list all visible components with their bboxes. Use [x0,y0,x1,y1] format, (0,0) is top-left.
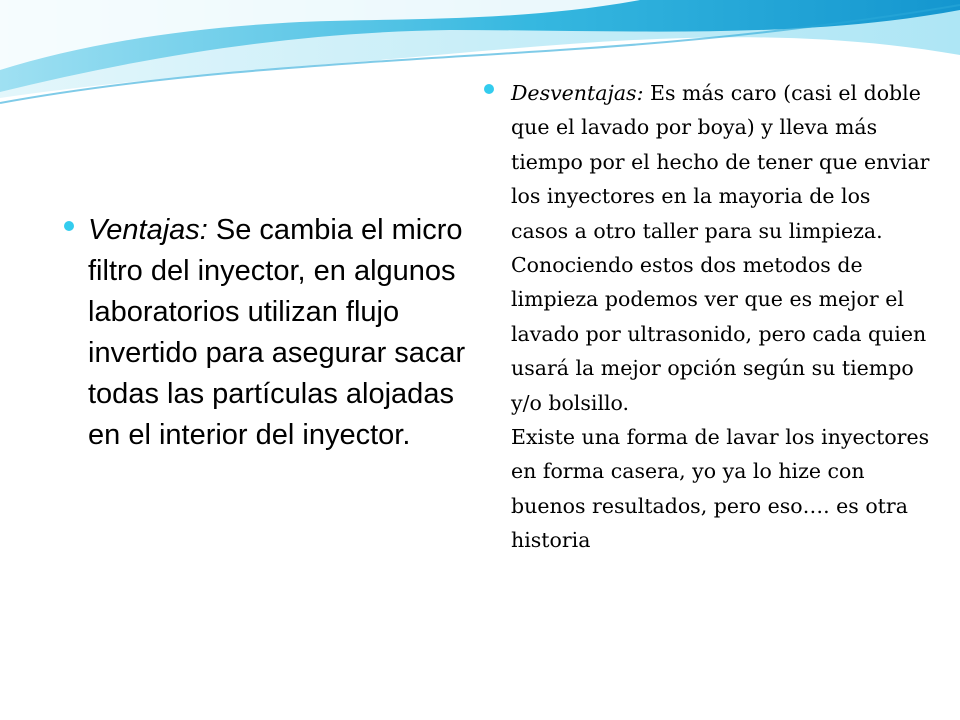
ventajas-paragraph [88,210,468,456]
bullet-marker-ventajas [64,221,74,231]
desventajas-text: Es más caro (casi el doble que el lavado por boya) y lleva más tiempo por el hecho de tener que enviar los inyectores en la mayoria de los casos a otro taller para su limpieza. [511,81,930,243]
conclusion-paragraph: Conociendo estos dos metodos de limpieza podemos ver que es mejor el lavado por ultrasonido, pero cada quien usará la mejor opción según su tiempo y/o bolsillo. [511,253,927,415]
desventajas-paragraph [511,76,931,558]
ventajas-label: Ventajas: [88,214,208,246]
desventajas-label: Desventajas: [511,81,644,105]
closing-paragraph: Existe una forma de lavar los inyectores en forma casera, yo ya lo hize con buenos resultados, pero eso…. es otra historia [511,425,930,553]
ventajas-text: Se cambia el micro filtro del inyector, en algunos laboratorios utilizan flujo invertido para asegurar sacar todas las partículas alojadas en el interior del inyector. [88,214,466,451]
bullet-marker-desventajas [484,84,494,94]
